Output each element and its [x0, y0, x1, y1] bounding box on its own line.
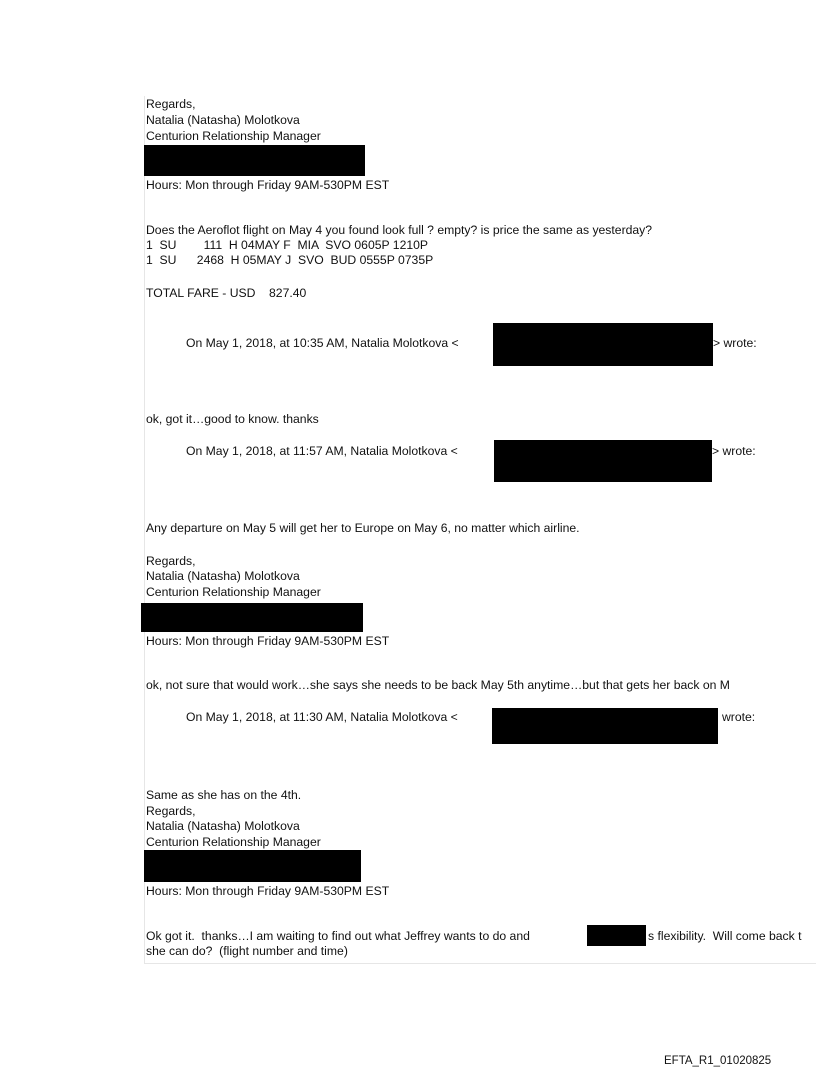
redaction-box — [144, 850, 361, 882]
redaction-box — [144, 145, 365, 176]
signature-name: Natalia (Natasha) Molotkova — [146, 113, 300, 127]
redaction-box — [493, 323, 713, 366]
same-note: Same as she has on the 4th. — [146, 788, 302, 802]
signature-hours: Hours: Mon through Friday 9AM-530PM EST — [146, 884, 390, 898]
departure-note: Any departure on May 5 will get her to Europe on May 6, no matter which airline. — [146, 521, 580, 535]
signature-title: Centurion Relationship Manager — [146, 585, 321, 599]
quote-header: On May 1, 2018, at 11:30 AM, Natalia Molotkova < — [186, 710, 458, 724]
body-left-rule — [144, 96, 145, 964]
signature-regards: Regards, — [146, 804, 196, 818]
signature-name: Natalia (Natasha) Molotkova — [146, 819, 300, 833]
signature-hours: Hours: Mon through Friday 9AM-530PM EST — [146, 634, 390, 648]
signature-title: Centurion Relationship Manager — [146, 129, 321, 143]
reply-message: ok, not sure that would work…she says she needs to be back May 5th anytime…but that gets her back on M — [146, 678, 730, 692]
quote-header-suffix: wrote: — [722, 710, 756, 724]
quote-header: On May 1, 2018, at 10:35 AM, Natalia Molotkova < — [186, 336, 459, 350]
final-message-line2: she can do? (flight number and time) — [146, 944, 348, 958]
itinerary-line: 1 SU 111 H 04MAY F MIA SVO 0605P 1210P — [146, 238, 429, 252]
body-bottom-rule — [144, 963, 816, 964]
final-message-line1: Ok got it. thanks…I am waiting to find out what Jeffrey wants to do and — [146, 929, 530, 943]
signature-name: Natalia (Natasha) Molotkova — [146, 569, 300, 583]
quote-header: On May 1, 2018, at 11:57 AM, Natalia Molotkova < — [186, 444, 458, 458]
signature-title: Centurion Relationship Manager — [146, 835, 321, 849]
signature-regards: Regards, — [146, 97, 196, 111]
quote-header-suffix: > wrote: — [713, 336, 757, 350]
reply-message: ok, got it…good to know. thanks — [146, 412, 319, 426]
total-fare: TOTAL FARE - USD 827.40 — [146, 286, 307, 300]
redaction-box — [587, 925, 646, 946]
redaction-box — [492, 708, 718, 744]
redaction-box — [494, 440, 712, 482]
redaction-box — [141, 603, 363, 632]
quote-header-suffix: > wrote: — [712, 444, 756, 458]
itinerary-line: 1 SU 2468 H 05MAY J SVO BUD 0555P 0735P — [146, 253, 434, 267]
final-message-line1-end: s flexibility. Will come back t — [648, 929, 802, 943]
document-id: EFTA_R1_01020825 — [664, 1055, 772, 1067]
flight-question: Does the Aeroflot flight on May 4 you found look full ? empty? is price the same as yesterday? — [146, 223, 653, 237]
signature-hours: Hours: Mon through Friday 9AM-530PM EST — [146, 178, 390, 192]
signature-regards: Regards, — [146, 554, 196, 568]
